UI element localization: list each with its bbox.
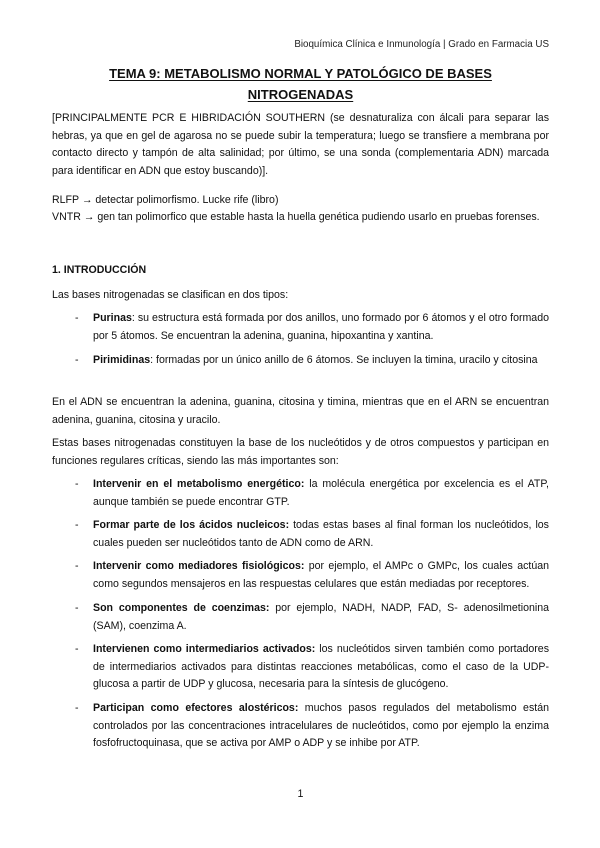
list-text: todas estas bases al final forman los nucleótidos, los cuales pueden ser nucleótidos tanto de ADN como de ARN. — [93, 519, 549, 549]
list-item — [52, 558, 549, 593]
intro-paragraph: Las bases nitrogenadas se clasifican en dos tipos: — [52, 289, 289, 301]
list-text: : formadas por un único anillo de 6 átomos. Se incluyen la timina, uracilo y citosina — [150, 354, 538, 366]
list-text: los nucleótidos sirven también como portadores de intermediarios activados para distintas reacciones metabólicas, como el caso de la UDP-glucosa a partir de UDP y glucosa, necesaria para la síntesis de glucógeno. — [93, 643, 549, 691]
list-dash: - — [75, 602, 79, 614]
adn-arn-paragraph: En el ADN se encuentran la adenina, guanina, citosina y timina, mientras que en el ARN se encuentran adenina, guanina, citosina y uracilo. — [52, 396, 549, 426]
list-dash: - — [75, 560, 79, 572]
list-item — [52, 352, 549, 370]
list-dash: - — [75, 354, 79, 366]
page-title — [52, 63, 549, 105]
list-item — [52, 310, 549, 345]
list-dash: - — [75, 478, 79, 490]
note-paragraph: [PRINCIPALMENTE PCR E HIBRIDACIÓN SOUTHERN (se desnaturaliza con álcali para separar las hebras, ya que en gel de agarosa no se puede subir la temperatura; luego se transfiere a membrana por contacto directo y tampón de alta salinidad; por último, se una sonda (complementaria ADN) marcada para identificar en ADN que estoy buscando)]. — [52, 112, 549, 177]
list-dash: - — [75, 312, 79, 324]
running-header: Bioquímica Clínica e Inmunología | Grado en Farmacia US — [294, 39, 549, 50]
section-heading: 1. INTRODUCCIÓN — [52, 264, 147, 276]
list-item — [52, 476, 549, 511]
list-term: Intervienen como intermediarios activados: — [93, 643, 316, 655]
list-term: Son componentes de coenzimas: — [93, 602, 270, 614]
list-item — [52, 641, 549, 694]
list-term: Participan como efectores alostéricos: — [93, 702, 299, 714]
list-dash: - — [75, 519, 79, 531]
list-term: Intervenir como mediadores fisiológicos: — [93, 560, 305, 572]
list-term: Pirimidinas — [93, 354, 151, 366]
list-text: la molécula energética por excelencia es el ATP, aunque también se puede encontrar GTP. — [93, 478, 549, 508]
list-term: Purinas — [93, 312, 132, 324]
list-dash: - — [75, 702, 79, 714]
list-term: Intervenir en el metabolismo energético: — [93, 478, 305, 490]
page-number: 1 — [297, 788, 304, 800]
rflp-line: RLFP → detectar polimorfismo. Lucke rife (libro) — [52, 194, 279, 206]
list-item — [52, 517, 549, 552]
title-line-2: NITROGENADAS — [247, 87, 354, 102]
vntr-line: VNTR → gen tan polimorfico que estable hasta la huella genética pudiendo usarlo en pruebas forenses. — [52, 211, 540, 223]
list-text: por ejemplo, el AMPc o GMPc, los cuales actúan como segundos mensajeros en las respuestas celulares que están mediadas por receptores. — [93, 560, 549, 590]
list-term: Formar parte de los ácidos nucleicos: — [93, 519, 290, 531]
list-text: : su estructura está formada por dos anillos, uno formado por 6 átomos y el otro formado por 5 átomos. Se encuentran la adenina, guanina, hipoxantina y xantina. — [93, 312, 549, 342]
list-dash: - — [75, 643, 79, 655]
list-text: por ejemplo, NADH, NADP, FAD, S- adenosilmetionina (SAM), coenzima A. — [93, 602, 549, 632]
title-line-1: TEMA 9: METABOLISMO NORMAL Y PATOLÓGICO DE BASES — [109, 66, 492, 81]
list-text: muchos pasos regulados del metabolismo están controlados por las concentraciones intracelulares de nucleótidos, como por ejemplo la enzima fosfofructoquinasa, que se activa por AMP o ADP y se inhibe por ATP. — [93, 702, 549, 750]
functions-intro-paragraph: Estas bases nitrogenadas constituyen la base de los nucleótidos y de otros compuestos y participan en funciones regulares críticas, siendo las más importantes son: — [52, 437, 549, 467]
list-item — [52, 600, 549, 635]
list-item — [52, 700, 549, 753]
